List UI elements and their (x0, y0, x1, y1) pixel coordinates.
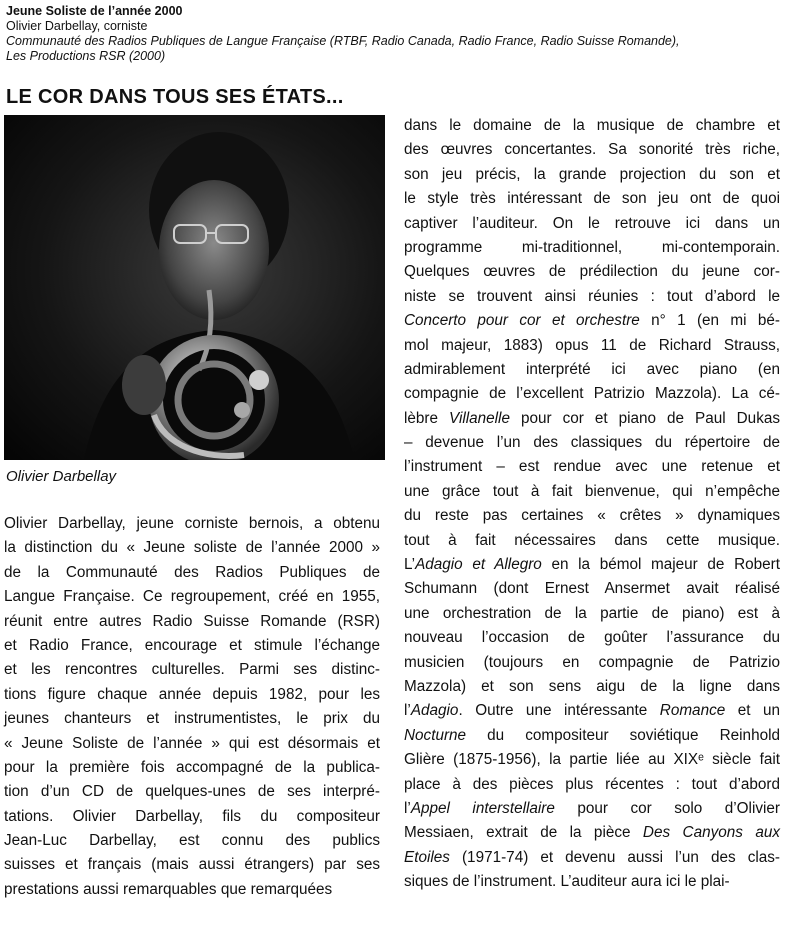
cd-title: Jeune Soliste de l’année 2000 (6, 4, 183, 18)
article-line: pour la première fois accompagné de la publica- (4, 758, 380, 776)
article-line: Mazzola) et son sens aigu de la ligne dans (404, 677, 780, 695)
article-line: Jean-Luc Darbellay, est connu des publics (4, 832, 380, 850)
article-line: Glière (1875-1956), la partie liée au XIXᵉ siècle fait (404, 751, 780, 769)
italic-title: Romance (659, 702, 726, 720)
italic-title: Villanelle (449, 409, 510, 427)
article-line: « Jeune Soliste de l’année » qui est désormais et (4, 734, 380, 752)
article-line: le style très intéressant de son jeu ont de quoi (404, 190, 780, 208)
article-line: programme mi-traditionnel, mi-contemporain. (404, 238, 780, 256)
article-headline: LE COR DANS TOUS SES ÉTATS... (6, 86, 344, 108)
article-line: du reste pas certaines « crêtes » dynamiques (404, 507, 780, 525)
article-line: nouveau l’occasion de goûter l’assurance du (404, 629, 780, 647)
article-line: – devenue l’un des classiques du répertoire de (404, 434, 780, 452)
article-line: captiver l’auditeur. On le retrouve ici dans un (404, 214, 780, 232)
italic-title: Adagio et Allegro (415, 556, 542, 574)
cd-label-line-1: Communauté des Radios Publiques de Langue Française (RTBF, Radio Canada, Radio France, Radio Suisse Romande), (6, 34, 680, 48)
article-line: tion d’un CD de quelques-unes de ses interpré- (4, 783, 380, 801)
article-line: dans le domaine de la musique de chambre et (404, 117, 780, 134)
article-line: niste se trouvent ainsi réunies : tout d’abord le (404, 287, 780, 305)
italic-title: Adagio (410, 702, 459, 720)
article-line: son jeu précis, la grande projection du son et (404, 165, 780, 183)
article-line: Langue Française. Ce regroupement, créé en 1955, (4, 588, 380, 606)
article-line: et Radio France, encourage et stimule l’échange (4, 636, 380, 654)
italic-title: Etoiles (404, 848, 450, 866)
article-line: tout à fait nécessaires dans cette musique. (404, 531, 780, 549)
article-line: Concerto pour cor et orchestre n° 1 (en mi bé- (404, 312, 780, 330)
article-line: des œuvres concertantes. Sa sonorité très riche, (404, 141, 780, 159)
article-line: Olivier Darbellay, jeune corniste bernois, a obtenu (4, 515, 380, 532)
article-line: de la Communauté des Radios Publiques de (4, 563, 380, 581)
article-line: la distinction du « Jeune soliste de l’année 2000 » (4, 539, 380, 557)
photo-caption: Olivier Darbellay (6, 468, 117, 485)
cd-header (6, 4, 786, 64)
article-line: l’Appel interstellaire pour cor solo d’Olivier (404, 799, 780, 817)
article-line: réunit entre autres Radio Suisse Romande (RSR) (4, 612, 380, 630)
article-line: musicien (toujours en compagnie de Patrizio (404, 653, 780, 671)
article-line: mol majeur, 1883) opus 11 de Richard Strauss, (404, 336, 780, 354)
cd-label-line-2: Les Productions RSR (2000) (6, 49, 166, 63)
article-line: prestations aussi remarquables que remarquées (4, 880, 333, 898)
italic-title: Appel interstellaire (410, 799, 555, 817)
photo-illustration (4, 115, 385, 460)
article-line: Etoiles (1971-74) et devenu aussi l’un des clas- (404, 848, 780, 866)
article-line: L’Adagio et Allegro en la bémol majeur de Robert (404, 556, 780, 574)
italic-title: Nocturne (404, 726, 467, 744)
italic-title: Concerto pour cor et orchestre (404, 312, 640, 330)
article-line: place à des pièces plus récentes : tout d’abord (404, 775, 780, 793)
article-line: tations. Olivier Darbellay, fils du compositeur (4, 807, 380, 825)
article-column-right (404, 114, 780, 895)
article-line: siques de l’instrument. L’auditeur aura ici le plai- (404, 873, 730, 891)
article-line: une orchestration de la partie de piano) est à (404, 604, 780, 622)
article-line: admirablement interprété ici avec piano (en (404, 360, 780, 378)
article-line: Nocturne du compositeur soviétique Reinhold (404, 726, 780, 744)
article-line: jeunes chanteurs et instrumentistes, le prix du (4, 710, 380, 728)
article-line: Schumann (dont Ernest Ansermet avait réalisé (404, 580, 780, 598)
article-line: Quelques œuvres de prédilection du jeune cor- (404, 263, 780, 281)
cd-performer: Olivier Darbellay, corniste (6, 19, 148, 33)
article-line: compagnie de l’excellent Patrizio Mazzola). La cé- (404, 385, 780, 403)
article-line: suisses et français (mais aussi étrangers) par ses (4, 856, 380, 874)
article-line: Messiaen, extrait de la pièce Des Canyons aux (404, 824, 780, 842)
article-line: lèbre Villanelle pour cor et piano de Paul Dukas (404, 409, 780, 427)
french-horn-player-photo (4, 115, 385, 460)
article-line: tions figure chaque année depuis 1982, pour les (4, 685, 380, 703)
article-column-left (4, 512, 380, 902)
article-line: l’instrument – est rendue avec une retenue et (404, 458, 780, 476)
article-line: l’Adagio. Outre une intéressante Romance et un (404, 702, 780, 720)
italic-title: Des Canyons aux (642, 824, 780, 842)
article-line: et les rencontres culturelles. Parmi ses distinc- (4, 661, 380, 679)
article-line: une grâce tout à fait bienvenue, qui n’empêche (404, 482, 780, 500)
